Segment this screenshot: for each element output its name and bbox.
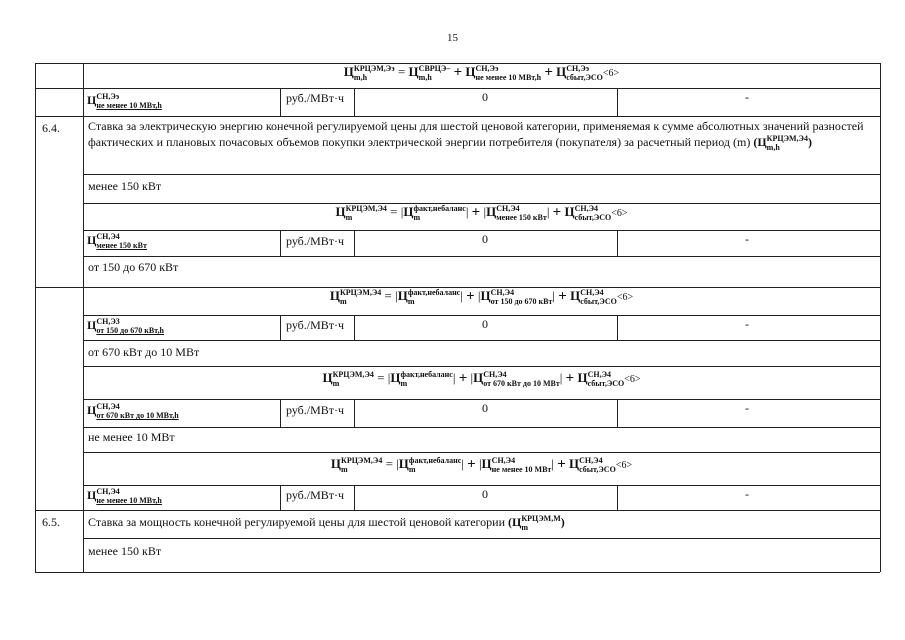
value-cell: 0: [482, 487, 488, 501]
section-number-6-4: 6.4.: [42, 121, 60, 135]
unit-cell: руб./МВт·ч: [286, 91, 345, 105]
block-label: от 670 кВт до 10 МВт: [88, 345, 200, 359]
block-label: от 150 до 670 кВт: [88, 260, 179, 274]
block-label: не менее 10 МВт: [88, 430, 175, 444]
section-number-6-5: 6.5.: [42, 515, 60, 529]
row-symbol: Ц СН,Э4 от 670 кВт до 10 МВт,h: [87, 402, 179, 420]
formula-block-2: Ц КРЦЭМ,Э4 m = |Ц факт,небаланс m | + |Ц СН,Э4 от 670 кВт до 10 МВт | + Ц СН,Э4 сбыт,ЭСО <6>: [322, 370, 641, 389]
row-symbol: Ц СН,Ээ не менее 10 МВт,h: [87, 92, 162, 110]
dash-cell: -: [745, 401, 749, 415]
formula-block-3: Ц КРЦЭМ,Э4 m = |Ц факт,небаланс m | + |Ц СН,Э4 не менее 10 МВт | + Ц СН,Э4 сбыт,ЭСО <6>: [330, 456, 633, 475]
unit-cell: руб./МВт·ч: [286, 318, 345, 332]
value-cell: 0: [482, 232, 488, 246]
section-6-4-symbol: (Ц КРЦЭМ,Э4 m,h ): [753, 134, 812, 153]
dash-cell: -: [745, 317, 749, 331]
value-cell: 0: [482, 317, 488, 331]
unit-cell: руб./МВт·ч: [286, 488, 345, 502]
section-6-5-text: Ставка за мощность конечной регулируемой цены для шестой ценовой категории (Ц КРЦЭМ,М m ): [88, 514, 565, 533]
dash-cell: -: [745, 487, 749, 501]
section-6-5-symbol: (Ц КРЦЭМ,М m ): [508, 514, 565, 533]
unit-cell: руб./МВт·ч: [286, 234, 345, 248]
page-number: 15: [447, 32, 458, 44]
formula-block-1: Ц КРЦЭМ,Э4 m = |Ц факт,небаланс m | + |Ц СН,Э4 от 150 до 670 кВт | + Ц СН,Э4 сбыт,ЭСО <6>: [329, 288, 634, 307]
unit-cell: руб./МВт·ч: [286, 403, 345, 417]
row-symbol: Ц СН,Э4 менее 150 кВт: [87, 232, 147, 250]
dash-cell: -: [745, 232, 749, 246]
dash-cell: -: [745, 90, 749, 104]
formula-krcem-ee: Ц КРЦЭМ,Ээ m,h = Ц СВРЦЭ– m,h + Ц СН,Ээ не менее 10 МВт,h + Ц СН,Ээ сбыт,ЭСО <6>: [343, 64, 620, 83]
value-cell: 0: [482, 90, 488, 104]
formula-block-0: Ц КРЦЭМ,Э4 m = |Ц факт,небаланс m | + |Ц СН,Э4 менее 150 кВт | + Ц СН,Э4 сбыт,ЭСО <6>: [335, 204, 628, 223]
block-label: менее 150 кВт: [88, 179, 162, 193]
block-label: менее 150 кВт: [88, 544, 162, 558]
row-symbol: Ц СН,Э3 от 150 до 670 кВт,h: [87, 317, 164, 335]
value-cell: 0: [482, 401, 488, 415]
section-6-4-text: Ставка за электрическую энергию конечной регулируемой цены для шестой ценовой категории, применяемая к сумме абсолютных значений разностей фактических и плановых почасовых объемов покупки электрической энергии потребителя (покупателя) за расчетный период (m) (Ц КРЦЭМ,Э4 m,h ): [88, 119, 864, 153]
row-symbol: Ц СН,Э4 не менее 10 МВт,h: [87, 487, 162, 505]
